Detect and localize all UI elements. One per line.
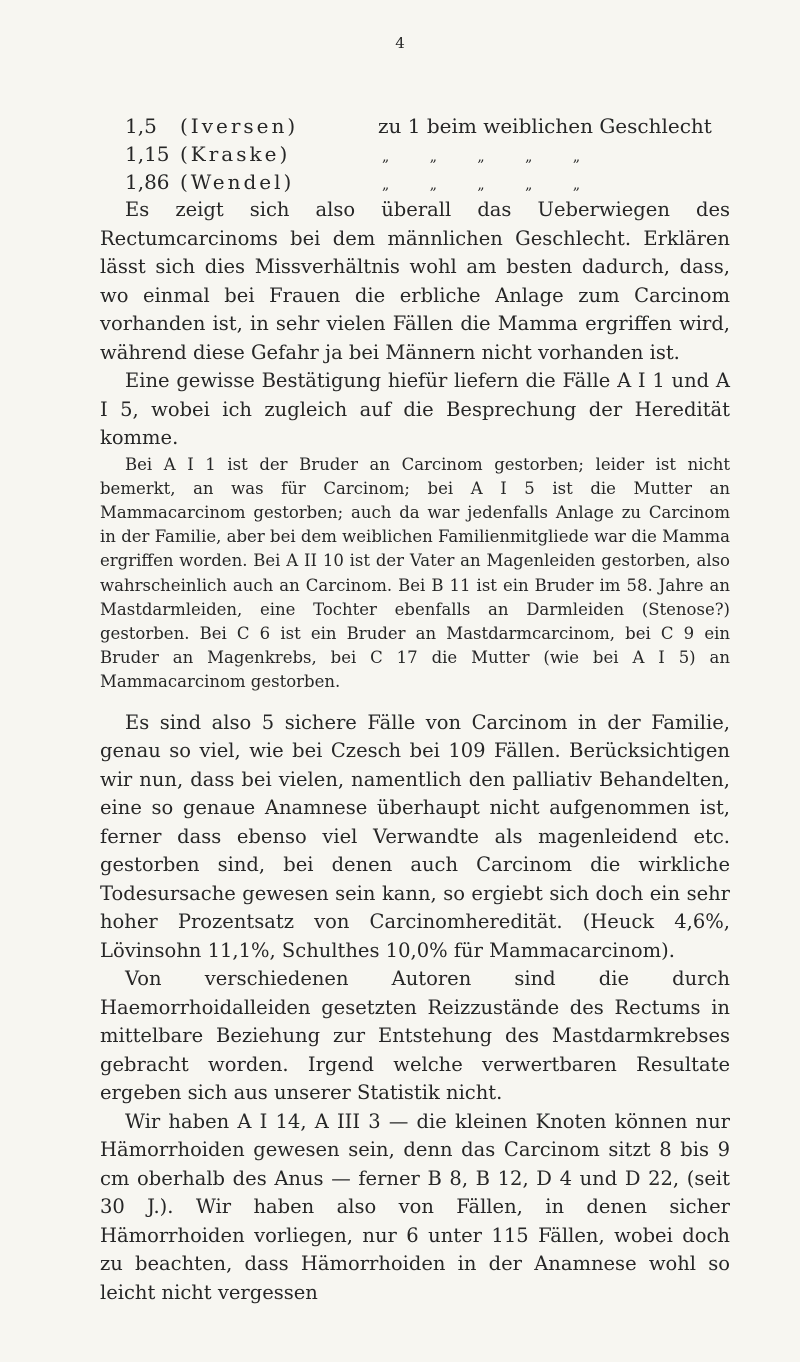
ratio-value: 1,15 (125, 142, 170, 166)
ratio-value: 1,86 (125, 170, 170, 194)
ratio-author: (Iversen) (180, 114, 299, 138)
paragraph-small-print: Bei A I 1 ist der Bruder an Carcinom gestorben; leider ist nicht bemerkt, an was für Carcinom; bei A I 5 ist die Mutter an Mammacarcinom gestorben; auch da war jedenfalls Anlage zu Carcinom in der Familie, aber bei dem weiblichen Familienmitgliede war die Mamma ergriffen worden. Bei A II 10 ist der Vater an Magenleiden gestorben, also wahrscheinlich auch an Carcinom. Bei B 11 ist ein Bruder im 58. Jahre an Mastdarmleiden, eine Tochter ebenfalls an Darmleiden (Stenose?) gestorben. Bei C 6 ist ein Bruder an Mastdarmcarcinom, bei C 9 ein Bruder an Magenkrebs, bei C 17 die Mutter (wie bei A I 5) an Mammacarcinom gestorben. (100, 454, 730, 692)
ratio-author: (Kraske) (180, 142, 291, 166)
ratio-ditto-marks: „ „ „ „ „ (382, 177, 599, 193)
ratio-author: (Wendel) (180, 170, 295, 194)
paragraph: Eine gewisse Bestätigung hiefür liefern die Fälle A I 1 und A I 5, wobei ich zugleich auf die Besprechung der Heredität komme. (100, 369, 730, 449)
ratio-row (125, 168, 712, 196)
sex-ratio-table (125, 112, 712, 196)
ratio-ditto-marks: „ „ „ „ „ (382, 149, 599, 165)
ratio-row (125, 140, 712, 168)
page-number: 4 (395, 34, 405, 52)
ratio-row (125, 112, 712, 140)
paragraph: Es zeigt sich also überall das Ueberwiegen des Rectumcarcinoms bei dem männlichen Geschlecht. Erklären lässt sich dies Missverhältnis wohl am besten dadurch, dass, wo einmal bei Frauen die erbliche Anlage zum Carcinom vorhanden ist, in sehr vielen Fällen die Mamma ergriffen wird, während diese Gefahr ja bei Männern nicht vorhanden ist. (100, 198, 730, 364)
paragraph: Wir haben A I 14, A III 3 — die kleinen Knoten können nur Hämorrhoiden gewesen sein, denn das Carcinom sitzt 8 bis 9 cm oberhalb des Anus — ferner B 8, B 12, D 4 und D 22, (seit 30 J.). Wir haben also von Fällen, in denen sicher Hämorrhoiden vorliegen, nur 6 unter 115 Fällen, wobei doch zu beachten, dass Hämorrhoiden in der Anamnese wohl so leicht nicht vergessen (100, 1109, 730, 1304)
ratio-text: zu 1 beim weiblichen Geschlecht (378, 114, 712, 138)
ratio-value: 1,5 (125, 114, 157, 138)
paragraph: Von verschiedenen Autoren sind die durch Haemorrhoidalleiden gesetzten Reizzustände des Rectums in mittelbare Beziehung zur Entstehung des Mastdarmkrebses gebracht worden. Irgend welche verwertbaren Resultate ergeben sich aus unserer Statistik nicht. (100, 967, 730, 1105)
body-text (100, 196, 730, 1307)
paragraph: Es sind also 5 sichere Fälle von Carcinom in der Familie, genau so viel, wie bei Czesch bei 109 Fällen. Berücksichtigen wir nun, dass bei vielen, namentlich den palliativ Behandelten, eine so genaue Anamnese überhaupt nicht aufgenommen ist, ferner dass ebenso viel Verwandte als magenleidend etc. gestorben sind, bei denen auch Carcinom die wirkliche Todesursache gewesen sein kann, so ergiebt sich doch ein sehr hoher Prozentsatz von Carcinomheredität. (Heuck 4,6%, Lövinsohn 11,1%, Schulthes 10,0% für Mammacarcinom). (100, 710, 730, 962)
